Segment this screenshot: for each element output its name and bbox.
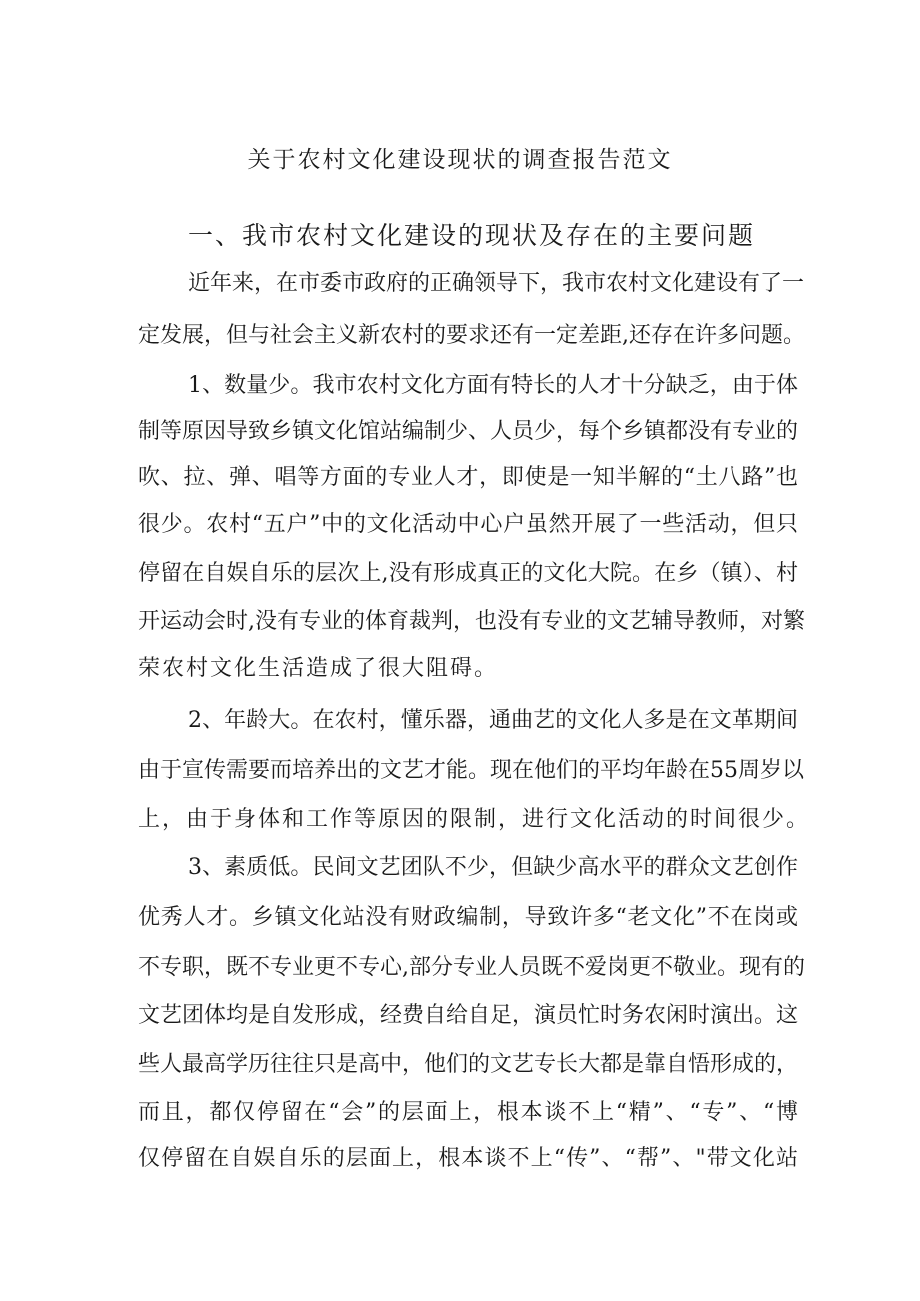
paragraph-line: 2、年龄大。在农村，懂乐器，通曲艺的文化人多是在文革期间 xyxy=(188,708,798,733)
paragraph-line: 停留在自娱自乐的层次上,没有形成真正的文化大院。在乡（镇）、村 xyxy=(138,561,798,586)
paragraph-line: 制等原因导致乡镇文化馆站编制少、人员少，每个乡镇都没有专业的 xyxy=(138,419,799,444)
document-title: 关于农村文化建设现状的调查报告范文 xyxy=(247,147,673,173)
paragraph-line: 1、数量少。我市农村文化方面有特长的人才十分缺乏，由于体 xyxy=(188,373,798,398)
paragraph-line: 由于宣传需要而培养出的文艺才能。现在他们的平均年龄在55周岁以 xyxy=(138,758,804,783)
paragraph-line: 而且，都仅停留在“会”的层面上，根本谈不上“精”、“专”、“博 xyxy=(138,1100,798,1125)
paragraph-line: 近年来，在市委市政府的正确领导下，我市农村文化建设有了一 xyxy=(188,271,805,296)
paragraph-line: 仅停留在自娱自乐的层面上，根本谈不上“传”、“帮”、"带文化站 xyxy=(138,1146,798,1171)
paragraph-line: 开运动会时,没有专业的体育裁判，也没有专业的文艺辅导教师，对繁 xyxy=(138,609,805,634)
paragraph-line: 3、素质低。民间文艺团队不少，但缺少高水平的群众文艺创作 xyxy=(188,855,798,880)
paragraph-line: 吹、拉、弹、唱等方面的专业人才，即使是一知半解的“土八路”也 xyxy=(138,465,798,490)
paragraph-line: 些人最高学历往往只是高中，他们的文艺专长大都是靠自悟形成的， xyxy=(138,1052,799,1077)
paragraph-line: 很少。农村“五户”中的文化活动中心户虽然开展了一些活动，但只 xyxy=(138,512,798,537)
section-heading: 一、我市农村文化建设的现状及存在的主要问题 xyxy=(188,221,756,250)
paragraph-line: 上，由于身体和工作等原因的限制，进行文化活动的时间很少。 xyxy=(138,807,811,832)
paragraph-line: 不专职，既不专业更不专心,部分专业人员既不爱岗更不敬业。现有的 xyxy=(138,955,805,980)
paragraph-line: 文艺团体均是自发形成，经费自给自足，演员忙时务农闲时演出。这 xyxy=(138,1003,799,1028)
paragraph-line: 优秀人才。乡镇文化站没有财政编制，导致许多“老文化”不在岗或 xyxy=(138,905,798,930)
paragraph-line: 定发展，但与社会主义新农村的要求还有一定差距,还存在许多问题。 xyxy=(138,323,805,348)
paragraph-line: 荣农村文化生活造成了很大阻碍。 xyxy=(138,656,499,681)
